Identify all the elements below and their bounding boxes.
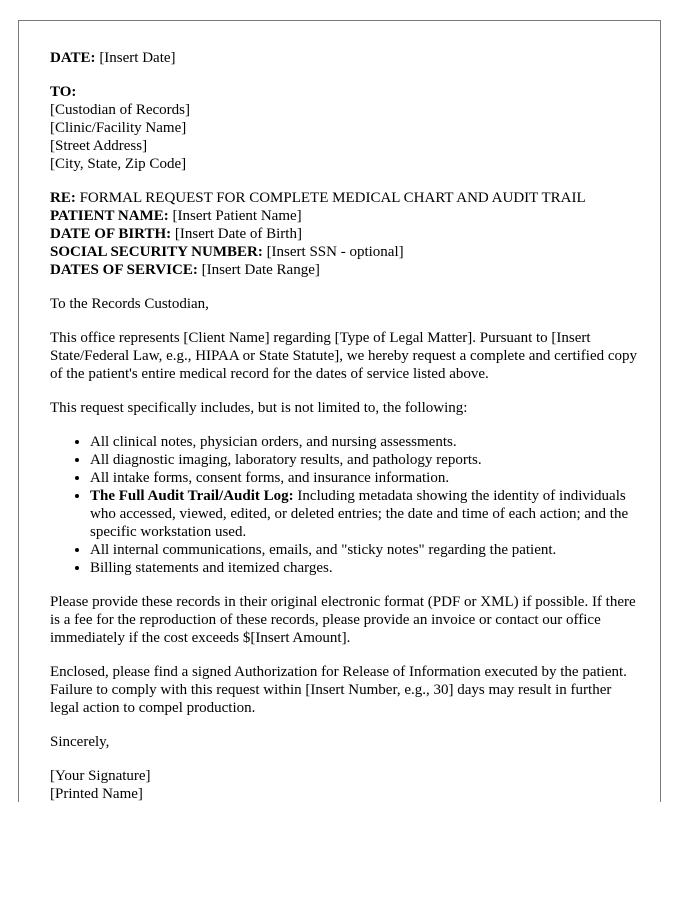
list-item: • All clinical notes, physician orders, and nursing assessments.	[90, 433, 640, 451]
dates-of-service-value: [Insert Date Range]	[197, 262, 320, 278]
dob-value: [Insert Date of Birth]	[171, 226, 302, 242]
dob-label: DATE OF BIRTH:	[50, 226, 172, 242]
recipient-line: [Clinic/Facility Name]	[50, 120, 187, 136]
recipient-line: [Street Address]	[50, 138, 148, 154]
audit-trail-text: Including metadata showing the identity of individuals who accessed, viewed, edited, or deleted entries; the date and time of each action; and the specific workstation used.	[90, 488, 629, 540]
list-item: • All diagnostic imaging, laboratory results, and pathology reports.	[90, 451, 640, 469]
patient-name-line	[50, 207, 640, 225]
dob-line	[50, 225, 640, 243]
requested-items-list	[50, 433, 640, 577]
printed-name-line: [Printed Name]	[50, 786, 143, 802]
date-value: [Insert Date]	[95, 50, 176, 66]
salutation: To the Records Custodian,	[50, 296, 209, 312]
ssn-value: [Insert SSN - optional]	[262, 244, 404, 260]
list-item: • All intake forms, consent forms, and insurance information.	[90, 469, 640, 487]
list-item: • All internal communications, emails, and "sticky notes" regarding the patient.	[90, 541, 640, 559]
patient-name-value: [Insert Patient Name]	[168, 208, 302, 224]
list-intro-paragraph: This request specifically includes, but is not limited to, the following:	[50, 400, 468, 416]
date-line	[50, 49, 640, 67]
authorization-paragraph: Enclosed, please find a signed Authorization for Release of Information executed by the patient. Failure to comply with this request within [Insert Number, e.g., 30] days may result in further legal action to compel production.	[50, 664, 627, 716]
audit-trail-label: The Full Audit Trail/Audit Log:	[90, 488, 294, 504]
document-page	[18, 20, 661, 802]
signature-line: [Your Signature]	[50, 768, 151, 784]
re-line	[50, 189, 640, 207]
dates-of-service-label: DATES OF SERVICE:	[50, 262, 198, 278]
format-paragraph: Please provide these records in their original electronic format (PDF or XML) if possible. If there is a fee for the reproduction of these records, please provide an invoice or contact our office immediately if the cost exceeds $[Insert Amount].	[50, 594, 636, 646]
to-label: TO:	[50, 84, 77, 100]
recipient-line: [City, State, Zip Code]	[50, 156, 187, 172]
date-label: DATE:	[50, 50, 96, 66]
reference-block	[50, 189, 640, 279]
recipient-block	[50, 83, 640, 173]
letter-body	[50, 49, 640, 802]
patient-name-label: PATIENT NAME:	[50, 208, 169, 224]
list-item-audit-trail	[90, 487, 640, 541]
re-value: FORMAL REQUEST FOR COMPLETE MEDICAL CHART AND AUDIT TRAIL	[75, 190, 586, 206]
dates-of-service-line	[50, 261, 640, 279]
ssn-label: SOCIAL SECURITY NUMBER:	[50, 244, 263, 260]
recipient-line: [Custodian of Records]	[50, 102, 190, 118]
intro-paragraph: This office represents [Client Name] regarding [Type of Legal Matter]. Pursuant to [Insert State/Federal Law, e.g., HIPAA or State Statute], we hereby request a complete and certified copy of the patient's entire medical record for the dates of service listed above.	[50, 330, 638, 382]
closing: Sincerely,	[50, 734, 110, 750]
list-item: • Billing statements and itemized charges.	[90, 559, 640, 577]
re-label: RE:	[50, 190, 76, 206]
signature-block	[50, 767, 640, 802]
ssn-line	[50, 243, 640, 261]
